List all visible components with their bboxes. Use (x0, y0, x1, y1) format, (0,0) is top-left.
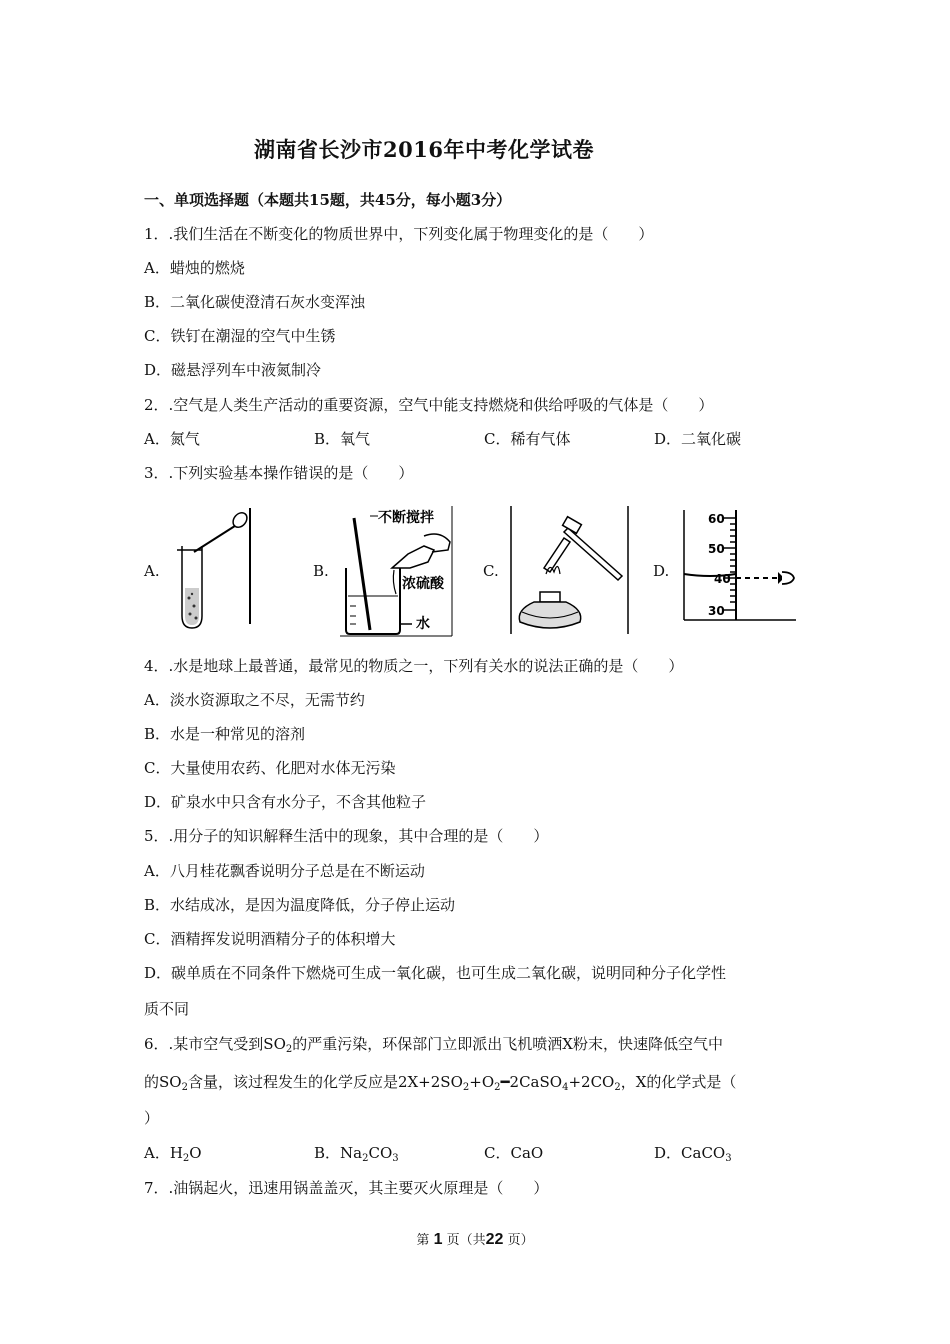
question-5-option-b: B．水结成冰，是因为温度降低，分子停止运动 (144, 896, 456, 914)
question-4-option-a: A．淡水资源取之不尽，无需节约 (144, 691, 365, 709)
q6-text: 的严重污染，环保部门立即派出飞机喷洒X粉末，快速降低空气中 (292, 1035, 723, 1053)
q6-sub: 4 (562, 1082, 569, 1093)
footer-text: 页） (507, 1233, 534, 1248)
q6-b-text: CO (368, 1144, 393, 1162)
q6-text: ━2CaSO (500, 1073, 563, 1091)
question-5-option-c: C．酒精挥发说明酒精分子的体积增大 (144, 930, 396, 948)
footer-text: 页（共 (446, 1233, 486, 1248)
q6-sub: 2 (494, 1082, 501, 1093)
q6-text: +2CO (568, 1073, 615, 1091)
question-2-option-b: B．氧气 (314, 430, 371, 448)
q6-d-sub: 3 (725, 1153, 732, 1164)
q6-text: +O (469, 1073, 495, 1091)
question-6-stem-line3: ） (144, 1109, 160, 1127)
figure-b-dilution (340, 506, 454, 638)
q6-text: ，X的化学式是（ (620, 1073, 737, 1091)
footer-text: 第 (416, 1233, 430, 1248)
q6-a-sub: 2 (182, 1153, 190, 1164)
question-3-figures (144, 506, 804, 638)
question-1-stem: 1．.我们生活在不断变化的物质世界中，下列变化属于物理变化的是（ ） (144, 225, 654, 243)
question-6-option-d (654, 1143, 732, 1163)
question-5-option-a: A．八月桂花飘香说明分子总是在不断运动 (144, 862, 425, 880)
q6-text: 含量，该过程发生的化学反应是2X+2SO (187, 1073, 463, 1091)
figure-c-label: C. (483, 562, 499, 580)
figure-b-stir-label: 不断搅拌 (378, 510, 434, 526)
figure-d-label: D. (653, 562, 670, 580)
question-6-option-b (314, 1143, 399, 1163)
question-2-stem: 2．.空气是人类生产活动的重要资源，空气中能支持燃烧和供给呼吸的气体是（ ） (144, 396, 714, 414)
q6-b-text: B．Na (314, 1144, 363, 1162)
figure-b-acid-label: 浓硫酸 (402, 576, 444, 592)
question-2-option-c: C．稀有气体 (484, 430, 571, 448)
q6-b-sub: 3 (392, 1153, 399, 1164)
question-4-stem: 4．.水是地球上最普通，最常见的物质之一，下列有关水的说法正确的是（ ） (144, 657, 684, 675)
question-5-stem: 5．.用分子的知识解释生活中的现象，其中合理的是（ ） (144, 827, 549, 845)
q6-text: 6．.某市空气受到SO (144, 1035, 286, 1053)
figure-d-tick-30: 30 (708, 604, 725, 618)
question-4-option-c: C．大量使用农药、化肥对水体无污染 (144, 759, 396, 777)
q6-sub: 2 (181, 1082, 188, 1093)
question-6-option-c: C．CaO (484, 1144, 544, 1162)
question-4-option-b: B．水是一种常见的溶剂 (144, 725, 306, 743)
figure-b-label: B. (313, 562, 329, 580)
question-5-option-d-line1: D．碳单质在不同条件下燃烧可生成一氧化碳，也可生成二氧化碳，说明同种分子化学性 (144, 964, 727, 982)
question-1-option-b: B．二氧化碳使澄清石灰水变浑浊 (144, 293, 366, 311)
figure-d-tick-40: 40 (714, 572, 731, 586)
page-footer (0, 1229, 950, 1249)
question-1-option-a: A．蜡烛的燃烧 (144, 259, 245, 277)
question-3-stem: 3．.下列实验基本操作错误的是（ ） (144, 464, 414, 482)
figure-d-tick-50: 50 (708, 542, 725, 556)
question-5-option-d-line2: 质不同 (144, 1000, 190, 1018)
section-heading: 一、单项选择题（本题共15题，共45分，每小题3分） (144, 191, 512, 209)
q6-sub: 2 (285, 1044, 293, 1055)
figure-d-cylinder-reading (680, 506, 798, 638)
page-title: 湖南省长沙市2016年中考化学试卷 (254, 137, 594, 162)
figure-c-heating-tube (510, 506, 630, 638)
question-1-option-d: D．磁悬浮列车中液氮制冷 (144, 361, 322, 379)
q6-text: 的SO (144, 1073, 182, 1091)
q6-sub: 2 (462, 1082, 470, 1093)
question-6-option-a (144, 1143, 202, 1163)
figure-d-tick-60: 60 (708, 512, 725, 526)
page-number: 1 (433, 1231, 443, 1248)
figure-b-water-label: 水 (416, 616, 430, 632)
figure-a-label: A. (144, 562, 160, 580)
q6-sub: 2 (614, 1082, 621, 1093)
q6-a-text: O (189, 1144, 202, 1162)
question-6-stem-line1 (144, 1034, 723, 1054)
question-2-option-a: A．氮气 (144, 430, 200, 448)
figure-a-test-tube-spoon (172, 506, 254, 638)
question-4-option-d: D．矿泉水中只含有水分子，不含其他粒子 (144, 793, 427, 811)
question-7-stem: 7．.油锅起火，迅速用锅盖盖灭，其主要灭火原理是（ ） (144, 1179, 549, 1197)
q6-d-text: D．CaCO (654, 1144, 726, 1162)
question-1-option-c: C．铁钉在潮湿的空气中生锈 (144, 327, 336, 345)
question-6-options (144, 1143, 844, 1163)
question-6-stem-line2 (144, 1072, 736, 1092)
q6-a-text: A．H (144, 1144, 183, 1162)
question-2-option-d: D．二氧化碳 (654, 430, 742, 448)
page-total: 22 (485, 1231, 504, 1248)
question-2-options (144, 429, 844, 449)
q6-b-sub: 2 (362, 1153, 369, 1164)
